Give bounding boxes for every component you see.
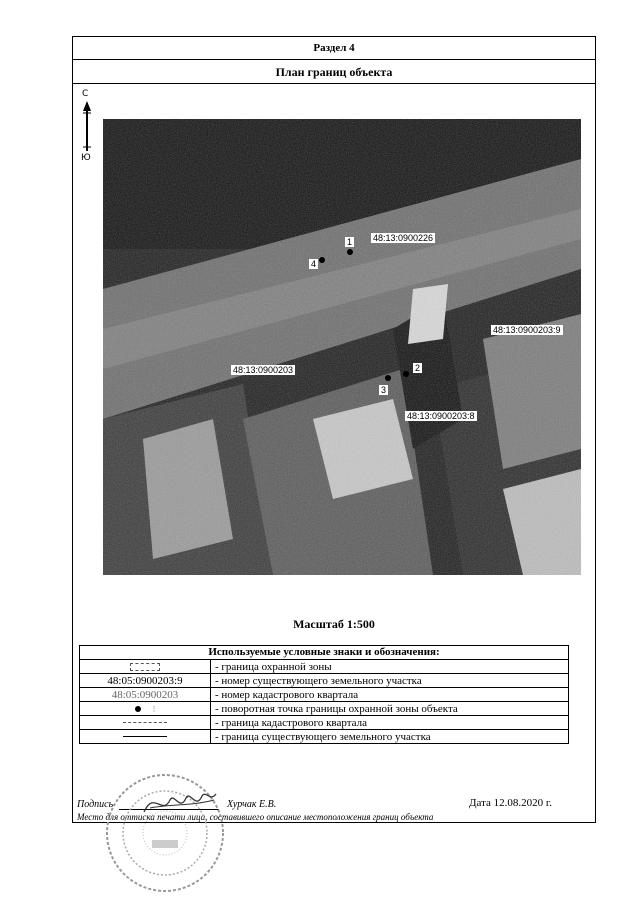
- boundary-point-label: 2: [415, 363, 421, 373]
- legend-symbol: 48:05:0900203: [80, 688, 211, 702]
- boundary-point-label: 1: [347, 237, 353, 247]
- parcel-label: 48:13:0900226: [373, 233, 434, 243]
- compass-north-label: С: [82, 89, 89, 99]
- signature-label: Подпись: [77, 799, 114, 810]
- parcel-label: 48:13:0900203:9: [493, 325, 561, 335]
- legend-text: - граница кадастрового квартала: [211, 716, 569, 730]
- aerial-photo-drawing: [103, 119, 581, 575]
- section-header: Раздел 4: [73, 37, 595, 60]
- legend-table: [79, 659, 569, 744]
- legend-row: [80, 660, 569, 674]
- turning-point-icon: [135, 706, 141, 712]
- dashed-line-icon: [123, 722, 167, 723]
- legend-text: - номер кадастрового квартала: [211, 688, 569, 702]
- legend-row: [80, 674, 569, 688]
- turning-point-number-icon: ⁝: [152, 703, 156, 714]
- legend-text: - поворотная точка границы охранной зоны объекта: [211, 702, 569, 716]
- boundary-point-label: 4: [311, 259, 317, 269]
- cadastral-quarter-label: 48:13:0900203: [233, 365, 294, 375]
- legend-symbol: 48:05:0900203:9: [80, 674, 211, 688]
- document-date: Дата 12.08.2020 г.: [469, 797, 552, 809]
- boundary-point-marker: [347, 249, 353, 255]
- solid-line-icon: [123, 736, 167, 737]
- north-arrow-icon: [79, 89, 103, 165]
- document-frame: [72, 36, 596, 823]
- compass-south-label: Ю: [81, 153, 91, 163]
- aerial-photo: [103, 119, 581, 575]
- plan-title: План границ объекта: [73, 60, 595, 84]
- legend-text: - граница существующего земельного участка: [211, 730, 569, 744]
- legend-text: - граница охранной зоны: [211, 660, 569, 674]
- legend-text: - номер существующего земельного участка: [211, 674, 569, 688]
- legend-row: [80, 716, 569, 730]
- security-zone-symbol-icon: [130, 663, 160, 671]
- boundary-point-marker: [403, 371, 409, 377]
- legend-title: Используемые условные знаки и обозначения:: [79, 645, 569, 659]
- boundary-point-marker: [319, 257, 325, 263]
- legend-row: [80, 688, 569, 702]
- legend-row: [80, 730, 569, 744]
- boundary-point-marker: [385, 375, 391, 381]
- signer-name: Хурчак Е.В.: [227, 799, 277, 810]
- legend-row: [80, 702, 569, 716]
- stamp-place-caption: Место для оттиска печати лица, составившего описание местоположения границ объекта: [77, 812, 434, 822]
- boundary-point-label: 3: [381, 385, 387, 395]
- handwritten-signature-icon: [140, 786, 220, 820]
- map-scale: Масштаб 1:500: [293, 617, 375, 631]
- parcel-label: 48:13:0900203:8: [407, 411, 475, 421]
